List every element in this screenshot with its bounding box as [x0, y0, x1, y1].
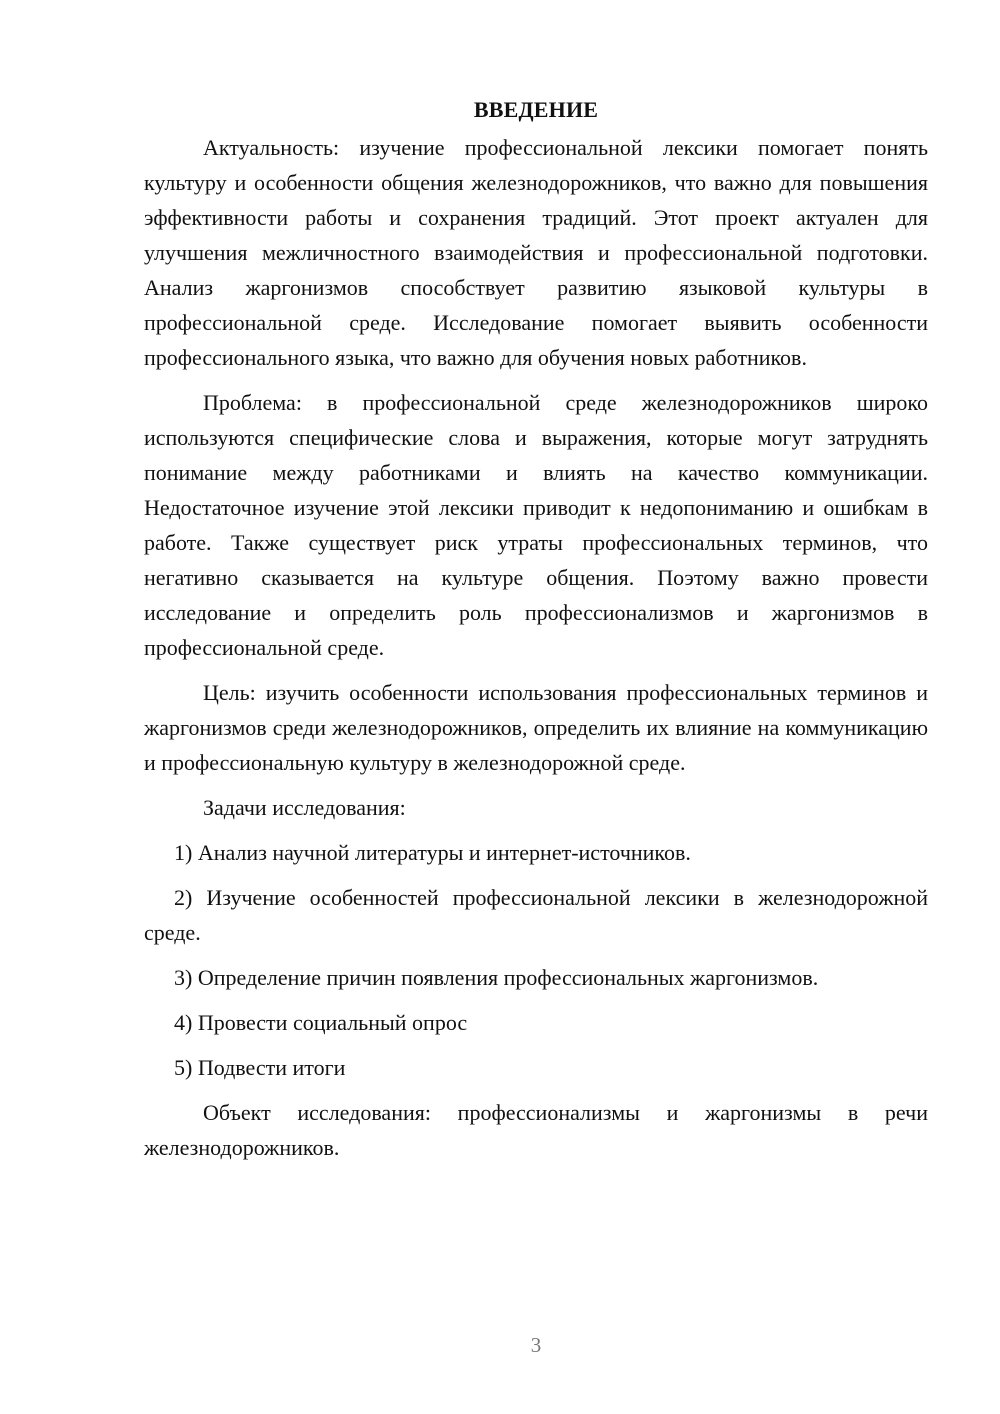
task-item-1: 1) Анализ научной литературы и интернет-источников. [174, 840, 691, 865]
section-title: ВВЕДЕНИЕ [473, 97, 599, 122]
task-item-5: 5) Подвести итоги [174, 1055, 346, 1080]
task-item-3: 3) Определение причин появления профессиональных жаргонизмов. [174, 965, 819, 990]
page-number: 3 [530, 1333, 542, 1357]
task-item-4: 4) Провести социальный опрос [174, 1010, 468, 1035]
paragraph-relevance: Актуальность: изучение профессиональной лексики помогает понять культуру и особенности общения железнодорожников, что важно для повышения эффективности работы и сохранения традиций. Этот проект актуален для улучшения межличностного взаимодействия и профессиональной подготовки. Анализ жаргонизмов способствует развитию языковой культуры в профессиональной среде. Исследование помогает выявить особенности профессионального языка, что важно для обучения новых работников. [144, 135, 928, 370]
tasks-heading: Задачи исследования: [203, 795, 406, 820]
paragraph-goal: Цель: изучить особенности использования профессиональных терминов и жаргонизмов среди железнодорожников, определить их влияние на коммуникацию и профессиональную культуру в железнодорожной среде. [144, 680, 928, 775]
paragraph-object: Объект исследования: профессионализмы и жаргонизмы в речи железнодорожников. [144, 1100, 928, 1160]
paragraph-problem: Проблема: в профессиональной среде железнодорожников широко используются специфические слова и выражения, которые могут затруднять понимание между работниками и влиять на качество коммуникации. Недостаточное изучение этой лексики приводит к недопониманию и ошибкам в работе. Также существует риск утраты профессиональных терминов, что негативно сказывается на культуре общения. Поэтому важно провести исследование и определить роль профессионализмов и жаргонизмов в профессиональной среде. [144, 390, 928, 660]
task-item-2: 2) Изучение особенностей профессиональной лексики в железнодорожной среде. [144, 885, 928, 945]
